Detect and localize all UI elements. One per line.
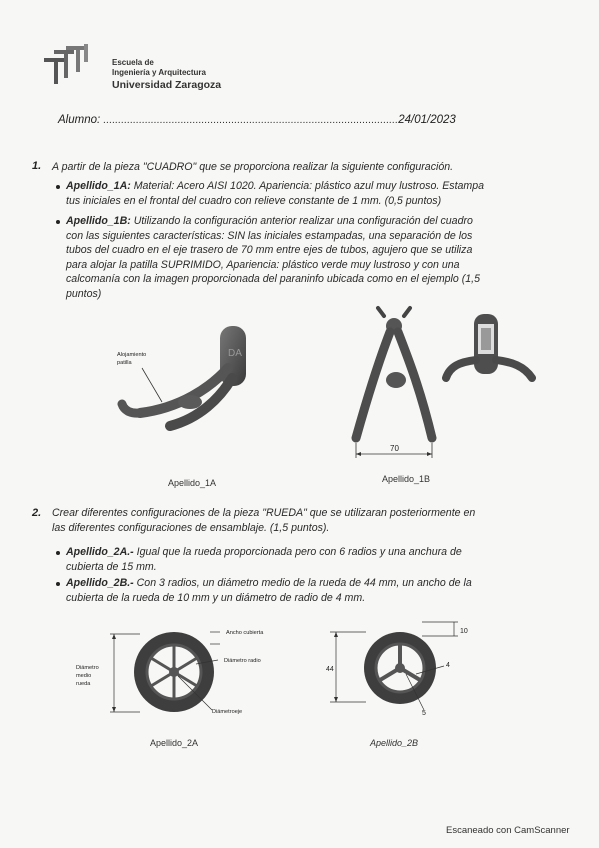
fig-2a-diametro-radio: Diámetro radio bbox=[224, 658, 261, 664]
q1-b-label: Apellido_1B: bbox=[66, 215, 131, 227]
university-name: Universidad Zaragoza bbox=[112, 79, 222, 91]
q1-b-line3: tubos del cuadro en el eje trasero de 70 mm entre ejes de tubos, agujero que se utiliza bbox=[66, 244, 473, 256]
university-logo bbox=[40, 44, 100, 86]
fig-2b-dim-44: 44 bbox=[326, 666, 334, 673]
school-name-line2: Ingeniería y Arquitectura bbox=[112, 68, 206, 77]
fig-2a-diametro-medio-1: Diámetro bbox=[76, 665, 99, 671]
q1-a-line2: tus iniciales en el frontal del cuadro con relieve constante de 1 mm. (0,5 puntos) bbox=[66, 194, 442, 207]
figure-frame-1b-rear bbox=[340, 298, 440, 468]
fig-1a-annotation-line1: Alojamiento bbox=[117, 352, 147, 358]
q1-a-text bbox=[66, 179, 546, 208]
q2-statement-line1: Crear diferentes configuraciones de la pieza "RUEDA" que se utilizaran posteriormente en bbox=[52, 507, 476, 519]
fig-2a-diametro-medio-3: rueda bbox=[76, 681, 91, 687]
q2-b-line2: cubierta de la rueda de 10 mm y un diámetro de radio de 4 mm. bbox=[66, 591, 366, 604]
q2-b-line1: Con 3 radios, un diámetro medio de la rueda de 44 mm, un ancho de la bbox=[133, 577, 472, 589]
alumno-dots: ................................................................................................... bbox=[103, 115, 399, 126]
fig-2b-dim-4: 4 bbox=[446, 662, 450, 669]
fig-2a-caption: Apellido_2A bbox=[150, 738, 199, 748]
q2-b-text bbox=[66, 576, 546, 605]
figure-wheel-2a bbox=[100, 620, 230, 720]
q2-number: 2. bbox=[32, 507, 42, 519]
q1-b-line5: calcomanía con la imagen proporcionada del paraninfo ubicada como en el ejemplo (1,5 bbox=[66, 273, 481, 285]
q1-b-line6: puntos) bbox=[66, 287, 102, 300]
figure-frame-1a bbox=[110, 318, 270, 438]
q1-a-label: Apellido_1A: bbox=[66, 180, 131, 192]
q1-b-text bbox=[66, 214, 546, 301]
q2-a-text bbox=[66, 545, 546, 574]
fig-1a-annotation-line2: patilla bbox=[117, 360, 132, 366]
scanner-watermark: Escaneado con CamScanner bbox=[446, 825, 570, 836]
bullet bbox=[56, 185, 60, 189]
bullet bbox=[56, 582, 60, 586]
q1-statement: A partir de la pieza "CUADRO" que se proporciona realizar la siguiente configuración. bbox=[52, 161, 454, 173]
fig-1b-caption: Apellido_1B bbox=[382, 474, 431, 484]
q1-b-line4: para alojar la patilla SUPRIMIDO, Apariencia: plástico verde muy lustroso y con una bbox=[66, 258, 460, 271]
fig-1a-caption: Apellido_1A bbox=[168, 478, 217, 488]
q1-b-line2: con las siguientes características: SIN las iniciales estampadas, una separación de los bbox=[66, 229, 473, 242]
bullet bbox=[56, 220, 60, 224]
q2-statement bbox=[52, 506, 475, 535]
figure-frame-1b-front bbox=[440, 310, 540, 390]
fig-2a-diametro-medio bbox=[76, 664, 99, 688]
fig-2b-dim-5: 5 bbox=[422, 710, 426, 717]
alumno-label: Alumno: bbox=[58, 114, 104, 126]
q1-number: 1. bbox=[32, 160, 42, 172]
q1-a-line1: Material: Acero AISI 1020. Apariencia: plástico azul muy lustroso. Estampa bbox=[130, 180, 485, 192]
q2-a-line2: cubierta de 15 mm. bbox=[66, 560, 157, 573]
fig-2b-caption: Apellido_2B bbox=[370, 738, 419, 748]
fig-2a-ancho-cubierta: Ancho cubierta bbox=[226, 630, 264, 636]
q2-b-label: Apellido_2B.- bbox=[66, 577, 134, 589]
bullet bbox=[56, 551, 60, 555]
school-name-line1: Escuela de bbox=[112, 58, 154, 67]
q2-statement-line2: las diferentes configuraciones de ensamblaje. (1,5 puntos). bbox=[52, 521, 330, 534]
exam-date: 24/01/2023 bbox=[398, 114, 456, 126]
fig-2a-diametro-eje: Diámetroeje bbox=[212, 709, 243, 715]
fig-1a-leader-line bbox=[140, 366, 170, 406]
fig-2b-dim-10: 10 bbox=[460, 628, 468, 635]
svg-text:DA: DA bbox=[228, 348, 242, 359]
fig-2a-diametro-medio-2: medio bbox=[76, 673, 92, 679]
q2-a-line1: Igual que la rueda proporcionada pero con 6 radios y una anchura de bbox=[133, 546, 462, 558]
fig-1b-dimension: 70 bbox=[390, 444, 399, 453]
q1-b-line1: Utilizando la configuración anterior realizar una configuración del cuadro bbox=[130, 215, 473, 227]
figure-wheel-2b bbox=[326, 618, 476, 718]
q2-a-label: Apellido_2A.- bbox=[66, 546, 134, 558]
alumno-line bbox=[58, 114, 456, 126]
